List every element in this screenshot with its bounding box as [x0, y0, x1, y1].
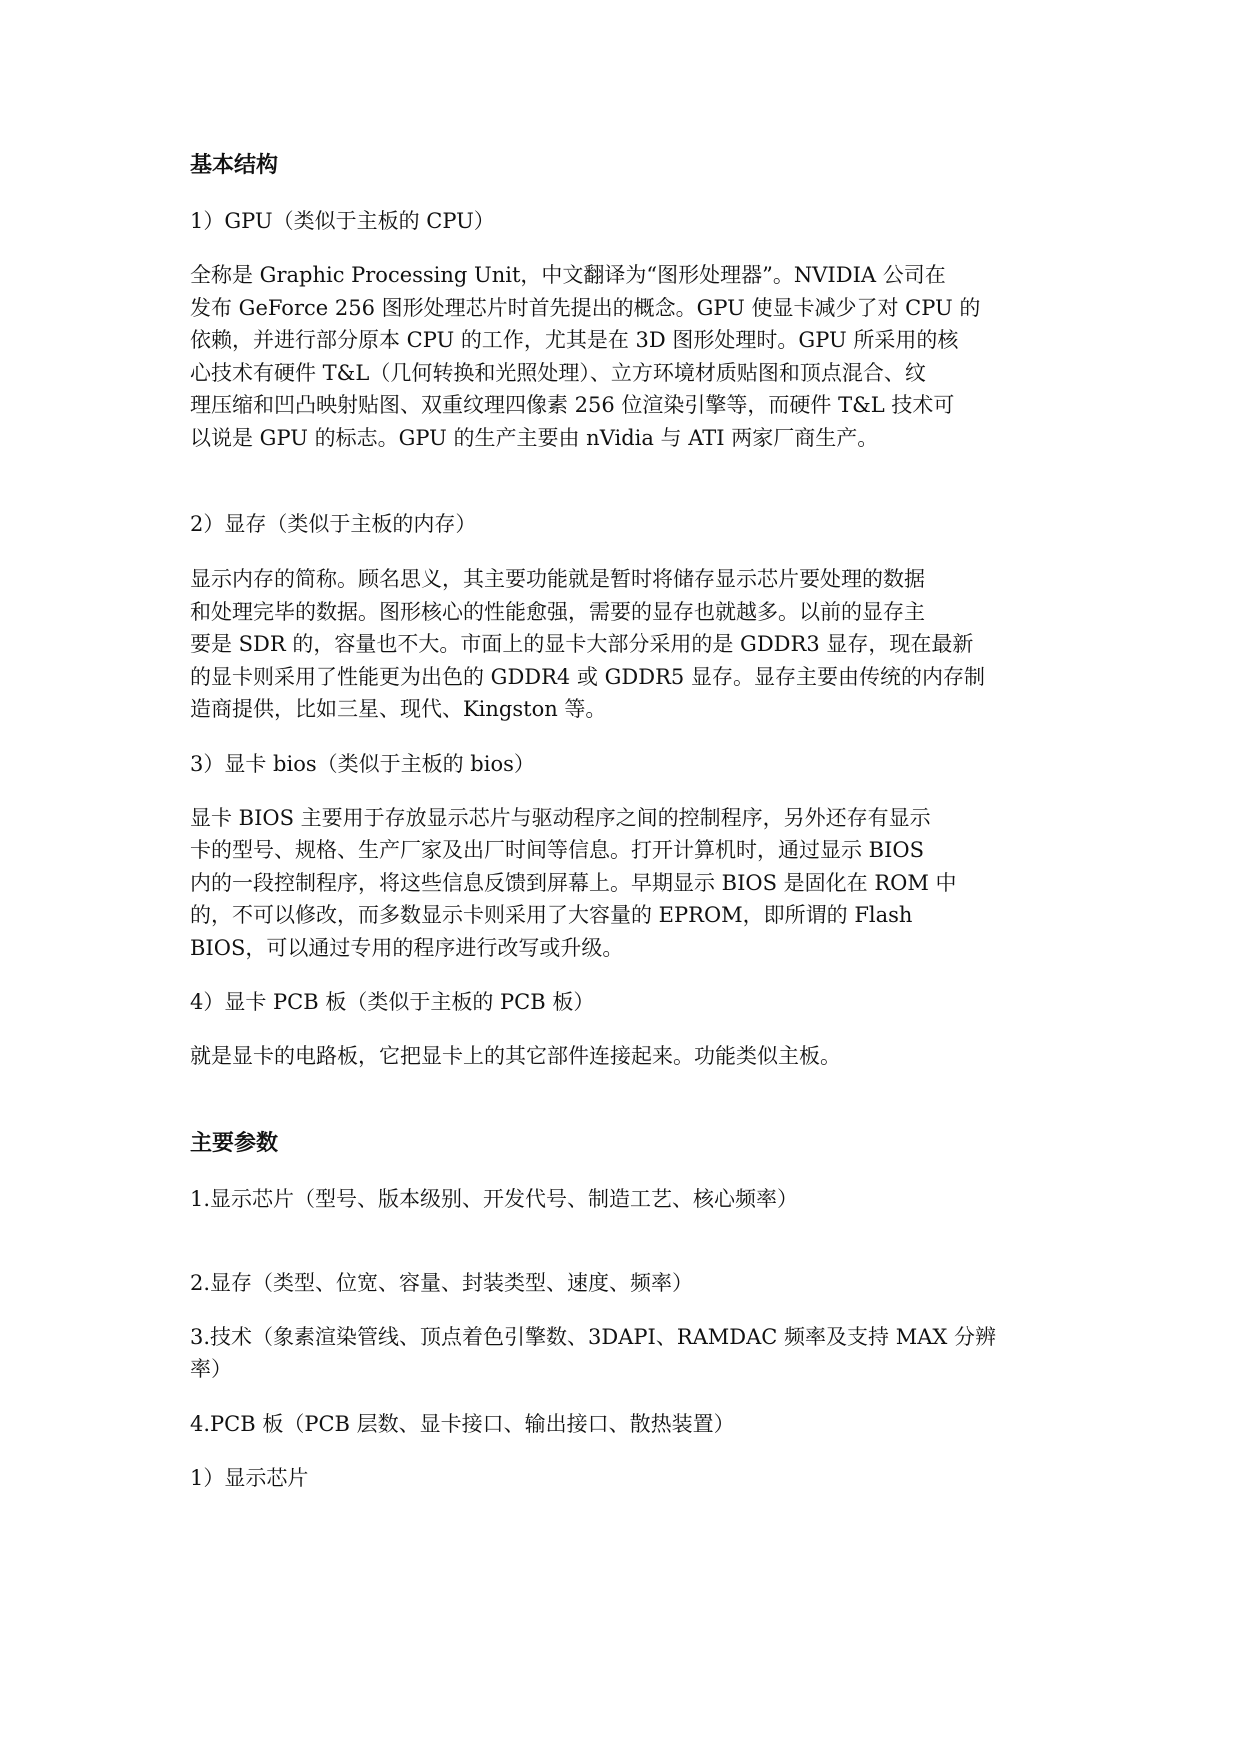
- paragraph-pcb: 就是显卡的电路板，它把显卡上的其它部件连接起来。功能类似主板。: [190, 1044, 841, 1068]
- paragraph-vram: [190, 563, 1070, 726]
- param-item-4: 4.PCB 板（PCB 层数、显卡接口、输出接口、散热装置）: [190, 1411, 735, 1436]
- paragraph-line: 3.技术（象素渲染管线、顶点着色引擎数、3DAPI、RAMDAC 频率及支持 MAX 分辨: [190, 1324, 997, 1349]
- param-item-2: 2.显存（类型、位宽、容量、封装类型、速度、频率）: [190, 1270, 694, 1295]
- heading-basic-structure: 基本结构: [190, 153, 279, 178]
- subheading-gpu: 1）GPU（类似于主板的 CPU）: [190, 209, 495, 233]
- param-item-3: [190, 1321, 1070, 1386]
- paragraph-line: BIOS，可以通过专用的程序进行改写或升级。: [190, 935, 624, 960]
- paragraph-line: 心技术有硬件 T&L（几何转换和光照处理）、立方环境材质贴图和顶点混合、纹: [190, 360, 926, 385]
- paragraph-line: 率）: [190, 1357, 232, 1381]
- paragraph-line: 全称是 Graphic Processing Unit，中文翻译为“图形处理器”。NVIDIA 公司在: [190, 263, 946, 287]
- param-item-1: 1.显示芯片（型号、版本级别、开发代号、制造工艺、核心频率）: [190, 1186, 799, 1211]
- heading-main-parameters: 主要参数: [190, 1130, 279, 1156]
- paragraph-line: 依赖，并进行部分原本 CPU 的工作，尤其是在 3D 图形处理时。GPU 所采用的核: [190, 328, 959, 352]
- paragraph-bios: [190, 802, 1070, 965]
- paragraph-gpu: [190, 259, 1070, 454]
- subheading-vram: 2）显存（类似于主板的内存）: [190, 512, 477, 536]
- paragraph-line: 以说是 GPU 的标志。GPU 的生产主要由 nVidia 与 ATI 两家厂商生产。: [190, 425, 879, 450]
- paragraph-line: 发布 GeForce 256 图形处理芯片时首先提出的概念。GPU 使显卡减少了对 CPU 的: [190, 295, 981, 320]
- paragraph-line: 的显卡则采用了性能更为出色的 GDDR4 或 GDDR5 显存。显存主要由传统的内存制: [190, 664, 985, 689]
- paragraph-line: 显示内存的简称。顾名思义，其主要功能就是暂时将储存显示芯片要处理的数据: [190, 567, 925, 591]
- paragraph-line: 理压缩和凹凸映射贴图、双重纹理四像素 256 位渲染引擎等，而硬件 T&L 技术可: [190, 393, 955, 417]
- paragraph-line: 显卡 BIOS 主要用于存放显示芯片与驱动程序之间的控制程序，另外还存有显示: [190, 805, 931, 830]
- subheading-display-chip: 1）显示芯片: [190, 1465, 309, 1490]
- paragraph-line: 造商提供，比如三星、现代、Kingston 等。: [190, 697, 607, 721]
- paragraph-line: 和处理完毕的数据。图形核心的性能愈强，需要的显存也就越多。以前的显存主: [190, 599, 925, 624]
- paragraph-line: 要是 SDR 的，容量也不大。市面上的显卡大部分采用的是 GDDR3 显存，现在最新: [190, 632, 974, 656]
- document-page: [190, 150, 1070, 1494]
- paragraph-line: 卡的型号、规格、生产厂家及出厂时间等信息。打开计算机时，通过显示 BIOS: [190, 838, 925, 862]
- subheading-bios: 3）显卡 bios（类似于主板的 bios）: [190, 751, 535, 776]
- paragraph-line: 的，不可以修改，而多数显示卡则采用了大容量的 EPROM，即所谓的 Flash: [190, 903, 913, 927]
- paragraph-line: 内的一段控制程序，将这些信息反馈到屏幕上。早期显示 BIOS 是固化在 ROM 中: [190, 870, 957, 895]
- subheading-pcb: 4）显卡 PCB 板（类似于主板的 PCB 板）: [190, 990, 595, 1014]
